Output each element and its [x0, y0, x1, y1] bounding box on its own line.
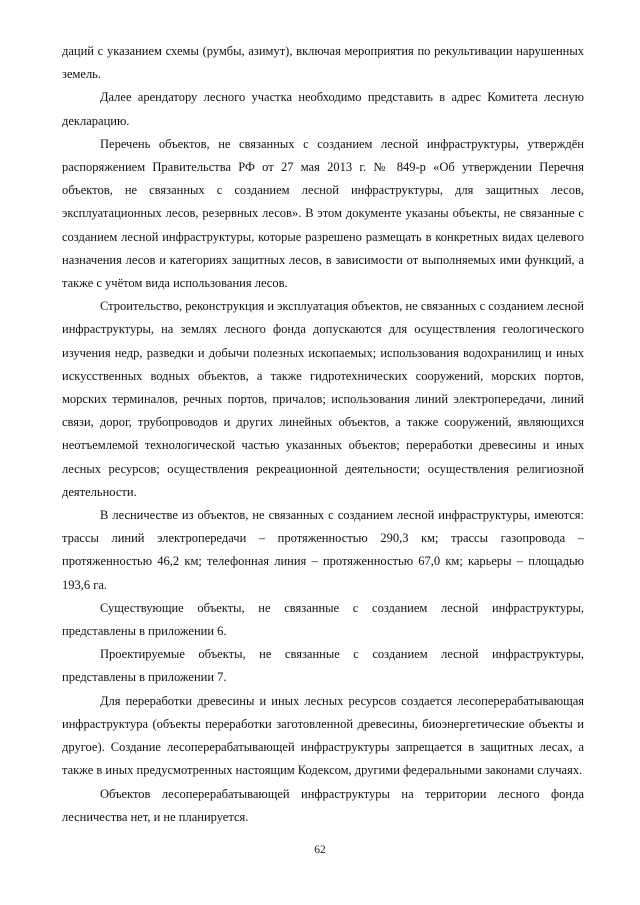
paragraph-continuation: даций с указанием схемы (румбы, азимут), включая мероприятия по рекультивации нарушенных земель. — [62, 44, 584, 82]
paragraph-existing-lines: В лесничестве из объектов, не связанных с созданием лесной инфраструктуры, имеются: трассы линий электропередачи – протяженностью 290,3 км; трассы газопровода – протяженностью 46,2 км; телефонная линия – протяженностью 67,0 км; карьеры – площадью 193,6 га. — [62, 508, 584, 592]
paragraph-processing-infrastructure: Для переработки древесины и иных лесных ресурсов создается лесоперерабатывающая инфраструктура (объекты переработки заготовленной древесины, биоэнергетические объекты и другое). Создание лесоперерабатывающей инфраструктуры запрещается в защитных лесах, а также в иных предусмотренных настоящим Кодексом, другими федеральными законами случаях. — [62, 693, 584, 778]
paragraph-objects-list: Перечень объектов, не связанных с созданием лесной инфраструктуры, утверждён распоряжением Правительства РФ от 27 мая 2013 г. № 849-р «Об утверждении Перечня объектов, не связанных с созданием лесной инфраструктуры, для защитных лесов, эксплуатационных лесов, резервных лесов». В этом документе указаны объекты, не связанные с созданием лесной инфраструктуры, которые разрешено размещать в конкретных видах целевого назначения лесов и категориях защитных лесов, в зависимости от выполняемых ими функций, а также с учётом вида использования лесов. — [62, 136, 584, 291]
paragraph-declaration: Далее арендатору лесного участка необходимо представить в адрес Комитета лесную декларацию. — [62, 90, 584, 128]
document-body — [62, 40, 584, 829]
page-number: 62 — [314, 844, 326, 856]
paragraph-planned-objects: Проектируемые объекты, не связанные с созданием лесной инфраструктуры, представлены в приложении 7. — [62, 647, 584, 685]
paragraph-construction: Строительство, реконструкция и эксплуатация объектов, не связанных с созданием лесной инфраструктуры, на землях лесного фонда допускаются для осуществления геологического изучения недр, разведки и добычи полезных ископаемых; использования водохранилищ и иных искусственных водных объектов, а также гидротехнических сооружений, морских портов, морских терминалов, речных портов, причалов; использования линий электропередачи, линий связи, дорог, трубопроводов и других линейных объектов, а также сооружений, являющихся неотъемлемой технологической частью указанных объектов; переработки древесины и иных лесных ресурсов; осуществления рекреационной деятельности; осуществления религиозной деятельности. — [62, 299, 584, 499]
paragraph-existing-objects: Существующие объекты, не связанные с созданием лесной инфраструктуры, представлены в приложении 6. — [62, 600, 584, 639]
paragraph-no-processing-objects: Объектов лесоперерабатывающей инфраструктуры на территории лесного фонда лесничества нет, и не планируется. — [62, 786, 584, 824]
